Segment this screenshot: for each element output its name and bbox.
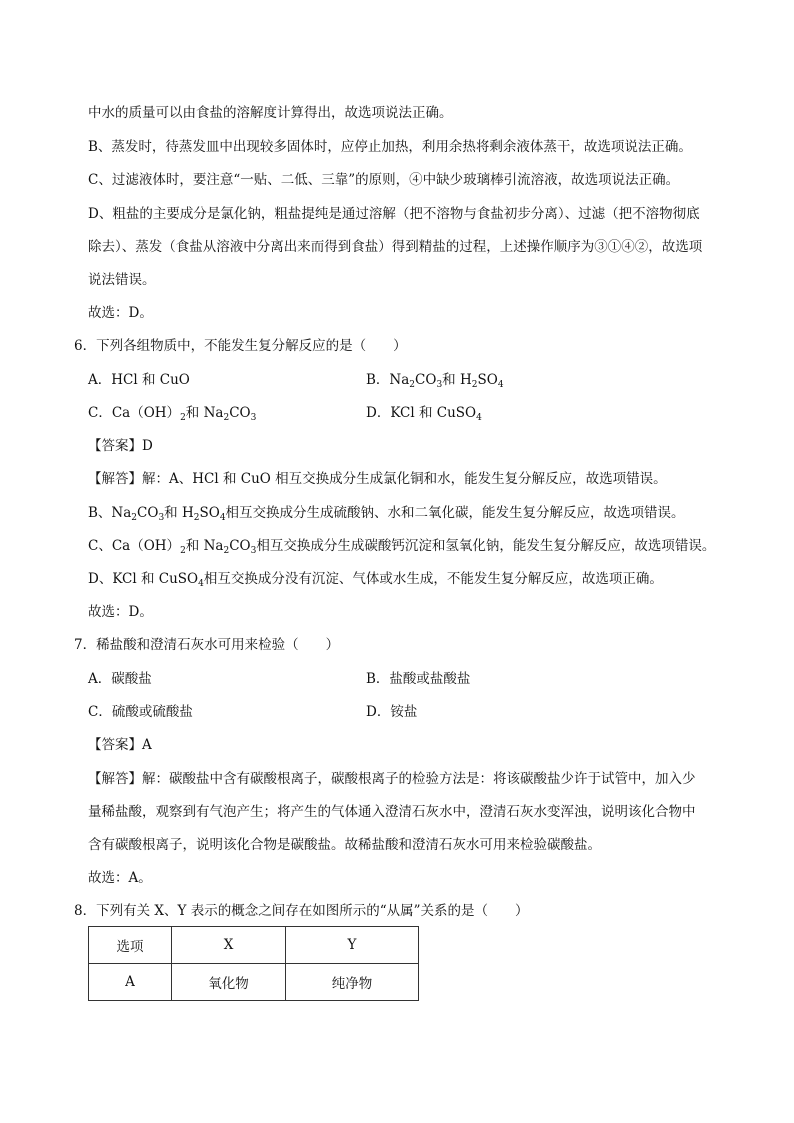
table-header-cell: 选项	[89, 927, 172, 964]
question-6-stem: 6．下列各组物质中，不能发生复分解反应的是（ ）	[74, 338, 407, 354]
explanation-line: 中水的质量可以由食盐的溶解度计算得出，故选项说法正确。	[88, 105, 453, 121]
q7-option-b: B．盐酸或盐酸盐	[366, 671, 471, 687]
q7-option-a: A．碳酸盐	[88, 671, 152, 687]
choose-line: 故选：A。	[88, 870, 152, 886]
explanation-line: C、过滤液体时，要注意“一贴、二低、三靠”的原则，④中缺少玻璃棒引流溶液，故选项说法正确。	[88, 172, 680, 188]
choose-line: 故选：D。	[88, 305, 153, 321]
question-7-stem: 7．稀盐酸和澄清石灰水可用来检验（ ）	[74, 637, 340, 653]
q6-option-b: B．$Na_2CO_3$和 $H_2SO_4$	[366, 372, 504, 390]
q6-explanation-line: 【解答】解：A、HCl 和 CuO 相互交换成分生成氯化铜和水，能发生复分解反应，故选项错误。	[88, 471, 667, 487]
table-header-cell: Y	[286, 927, 419, 964]
q7-explanation-line: 【解答】解：碳酸盐中含有碳酸根离子，碳酸根离子的检验方法是：将该碳酸盐少许于试管中，加入少	[88, 771, 696, 787]
q6-option-a: A．HCl 和 CuO	[88, 372, 190, 388]
explanation-line: 除去）、蒸发（食盐从溶液中分离出来而得到食盐）得到精盐的过程，上述操作顺序为③①④②，故选项	[88, 239, 703, 255]
explanation-line: 说法错误。	[88, 272, 156, 288]
q6-answer: 【答案】D	[88, 438, 153, 454]
q7-option-d: D．铵盐	[366, 704, 418, 720]
table-row	[89, 964, 419, 1001]
q6-explanation-line: B、$Na_2CO_3$和 $H_2SO_4$相互交换成分生成硫酸钠、水和二氧化碳，能发生复分解反应，故选项错误。	[88, 505, 685, 523]
q8-options-table	[88, 926, 419, 1001]
q6-explanation-line: D、KCl 和 CuSO$_4$相互交换成分没有沉淀、气体或水生成，不能发生复分解反应，故选项正确。	[88, 571, 663, 589]
table-header-row	[89, 927, 419, 964]
table-cell: A	[89, 964, 172, 1001]
q7-answer: 【答案】A	[88, 737, 152, 753]
choose-line: 故选：D。	[88, 604, 153, 620]
question-8-stem: 8．下列有关 X、Y 表示的概念之间存在如图所示的“从属”关系的是（ ）	[74, 903, 529, 919]
q6-option-c: C．$Ca(OH)_2$和 $Na_2CO_3$	[88, 405, 257, 423]
table-cell: 纯净物	[286, 964, 419, 1001]
q6-explanation-line: C、$Ca(OH)_2$和 $Na_2CO_3$相互交换成分生成碳酸钙沉淀和氢氧化钠，能发生复分解反应，故选项错误。	[88, 538, 716, 556]
q7-option-c: C．硫酸或硫酸盐	[88, 704, 193, 720]
q7-explanation-line: 含有碳酸根离子，说明该化合物是碳酸盐。故稀盐酸和澄清石灰水可用来检验碳酸盐。	[88, 837, 601, 853]
q7-explanation-line: 量稀盐酸，观察到有气泡产生；将产生的气体通入澄清石灰水中，澄清石灰水变浑浊，说明该化合物中	[88, 804, 696, 820]
explanation-line: D、粗盐的主要成分是氯化钠，粗盐提纯是通过溶解（把不溶物与食盐初步分离）、过滤（把不溶物彻底	[88, 206, 700, 222]
q6-option-d: D．KCl 和 CuSO$_4$	[366, 405, 482, 423]
table-cell: 氧化物	[172, 964, 286, 1001]
table-header-cell: X	[172, 927, 286, 964]
explanation-line: B、蒸发时，待蒸发皿中出现较多固体时，应停止加热，利用余热将剩余液体蒸干，故选项说法正确。	[88, 139, 692, 155]
